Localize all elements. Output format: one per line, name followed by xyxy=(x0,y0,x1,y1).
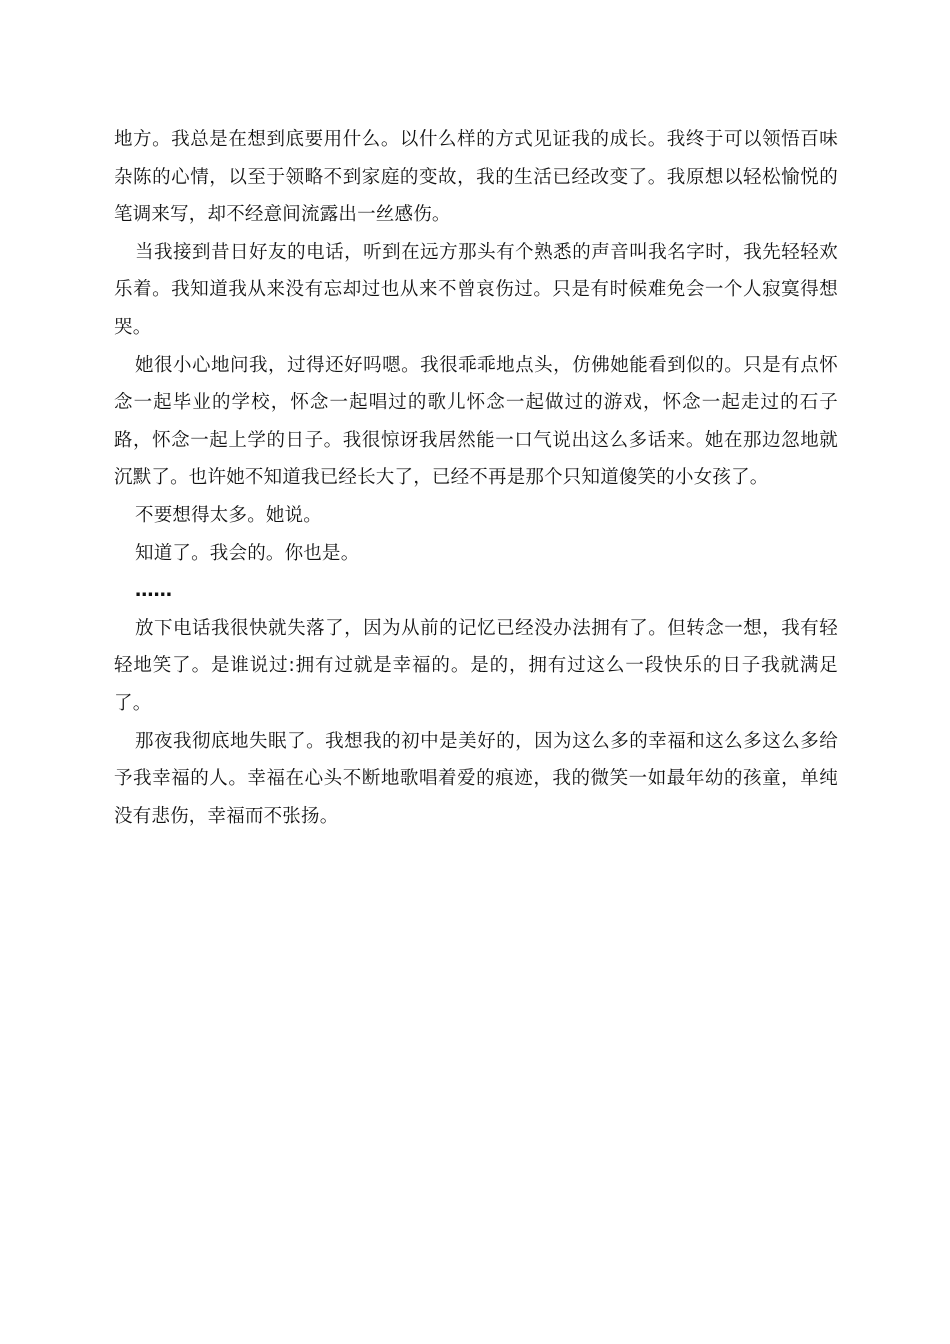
paragraph-4: 不要想得太多。她说。 xyxy=(135,504,323,526)
paragraph-3: 她很小心地问我，过得还好吗嗯。我很乖乖地点头，仿佛她能看到似的。只是有点怀念一起毕业的学校，怀念一起唱过的歌儿怀念一起做过的游戏，怀念一起走过的石子路，怀念一起上学的日子。我很惊讶我居然能一口气说出这么多话来。她在那边忽地就沉默了。也许她不知道我已经长大了，已经不再是那个只知道傻笑的小女孩了。 xyxy=(114,354,838,489)
paragraph-2: 当我接到昔日好友的电话，听到在远方那头有个熟悉的声音叫我名字时，我先轻轻欢乐着。我知道我从来没有忘却过也从来不曾哀伤过。只是有时候难免会一个人寂寞得想哭。 xyxy=(114,241,838,338)
ellipsis-line: …… xyxy=(135,580,172,602)
paragraph-1: 地方。我总是在想到底要用什么。以什么样的方式见证我的成长。我终于可以领悟百味杂陈的心情，以至于领略不到家庭的变故，我的生活已经改变了。我原想以轻松愉悦的笔调来写，却不经意间流露出一丝感伤。 xyxy=(114,129,838,226)
paragraph-6: 放下电话我很快就失落了，因为从前的记忆已经没办法拥有了。但转念一想，我有轻轻地笑了。是谁说过:拥有过就是幸福的。是的，拥有过这么一段快乐的日子我就满足了。 xyxy=(114,617,838,714)
paragraph-7: 那夜我彻底地失眠了。我想我的初中是美好的，因为这么多的幸福和这么多这么多给予我幸福的人。幸福在心头不断地歌唱着爱的痕迹，我的微笑一如最年幼的孩童，单纯没有悲伤，幸福而不张扬。 xyxy=(114,730,838,827)
document-body xyxy=(114,121,838,835)
paragraph-5: 知道了。我会的。你也是。 xyxy=(135,542,360,564)
